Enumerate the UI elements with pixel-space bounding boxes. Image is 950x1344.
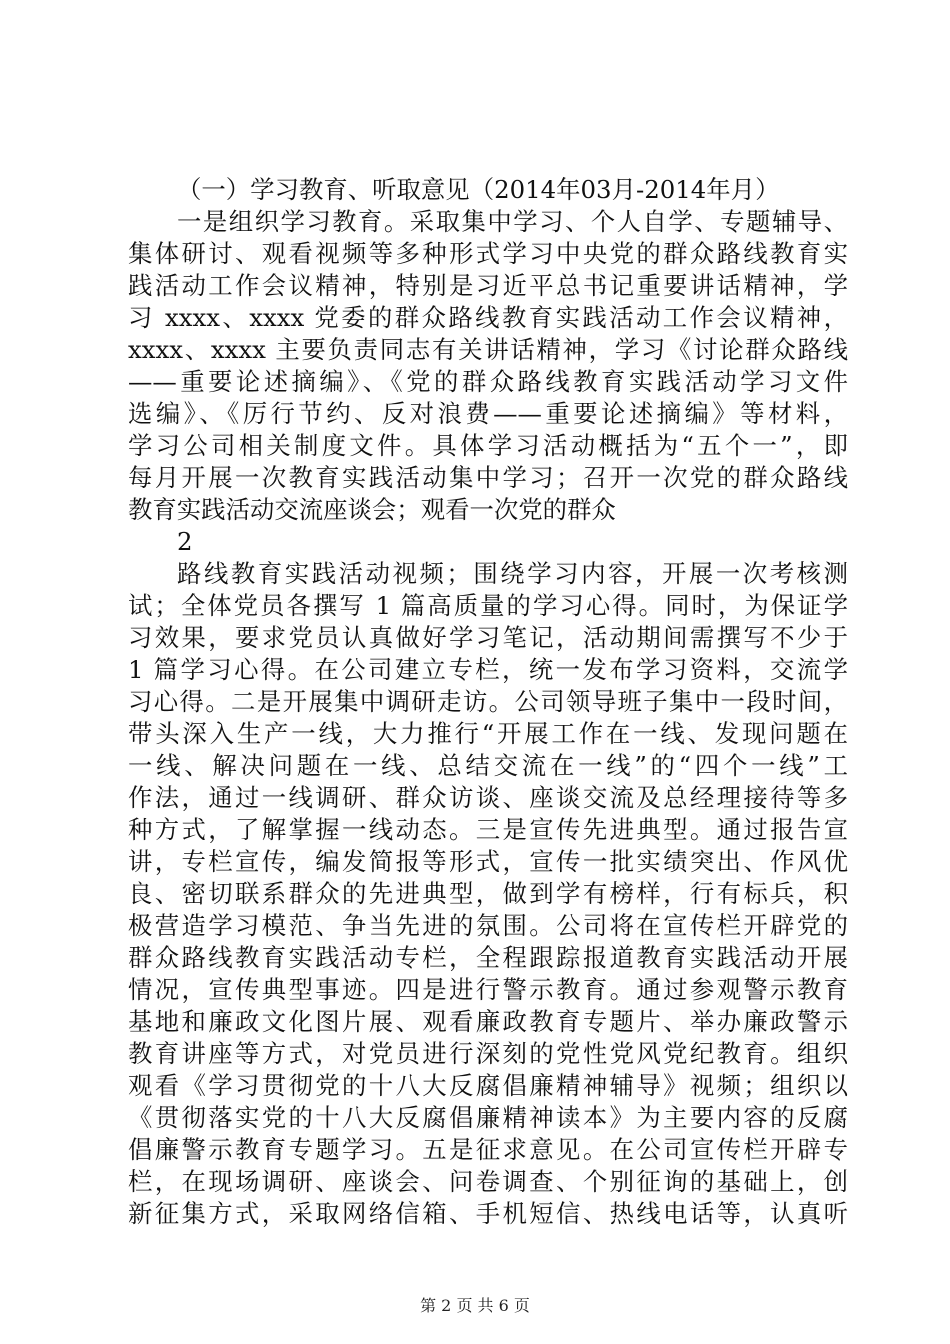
paragraph-line: 观看《学习贯彻党的十八大反腐倡廉精神辅导》视频；组织以 (128, 1071, 848, 1100)
paragraph-line: 《贯彻落实党的十八大反腐倡廉精神读本》为主要内容的反腐 (128, 1103, 848, 1132)
paragraph-line: 教育实践活动交流座谈会；观看一次党的群众 (128, 495, 616, 524)
paragraph-line: 栏，在现场调研、座谈会、问卷调查、个别征询的基础上，创 (128, 1167, 848, 1196)
paragraph-line: 群众路线教育实践活动专栏，全程跟踪报道教育实践活动开展 (128, 943, 848, 972)
section-heading: （一）学习教育、听取意见（2014年03月-2014年月） (177, 175, 780, 204)
paragraph-line: 讲，专栏宣传，编发简报等形式，宣传一批实绩突出、作风优 (128, 847, 848, 876)
paragraph-line: 倡廉警示教育专题学习。五是征求意见。在公司宣传栏开辟专 (128, 1135, 848, 1164)
paragraph-line: 种方式，了解掌握一线动态。三是宣传先进典型。通过报告宣 (128, 815, 848, 844)
paragraph-line: 路线教育实践活动视频；围绕学习内容，开展一次考核测 (177, 559, 848, 588)
paragraph-line: 新征集方式，采取网络信箱、手机短信、热线电话等，认真听 (128, 1199, 848, 1228)
inline-page-number: 2 (177, 527, 193, 556)
paragraph-line: 一是组织学习教育。采取集中学习、个人自学、专题辅导、 (177, 207, 848, 236)
paragraph-line: 带头深入生产一线，大力推行“开展工作在一线、发现问题在 (128, 719, 848, 748)
paragraph-line: 极营造学习模范、争当先进的氛围。公司将在宣传栏开辟党的 (128, 911, 848, 940)
page-footer: 第 2 页 共 6 页 (420, 1296, 530, 1315)
paragraph-line: 习心得。二是开展集中调研走访。公司领导班子集中一段时间， (128, 687, 848, 716)
paragraph-line: 良、密切联系群众的先进典型，做到学有榜样，行有标兵，积 (128, 879, 848, 908)
paragraph-line: 习 xxxx、xxxx 党委的群众路线教育实践活动工作会议精神， (128, 303, 848, 332)
paragraph-line: xxxx、xxxx 主要负责同志有关讲话精神，学习《讨论群众路线 (128, 335, 848, 364)
paragraph-line: 作法，通过一线调研、群众访谈、座谈交流及总经理接待等多 (128, 783, 848, 812)
paragraph-line: 情况，宣传典型事迹。四是进行警示教育。通过参观警示教育 (128, 975, 848, 1004)
paragraph-line: ——重要论述摘编》、《党的群众路线教育实践活动学习文件 (128, 367, 848, 396)
paragraph-line: 践活动工作会议精神，特别是习近平总书记重要讲话精神，学 (128, 271, 848, 300)
paragraph-line: 集体研讨、观看视频等多种形式学习中央党的群众路线教育实 (128, 239, 848, 268)
paragraph-line: 基地和廉政文化图片展、观看廉政教育专题片、举办廉政警示 (128, 1007, 848, 1036)
paragraph-line: 教育讲座等方式，对党员进行深刻的党性党风党纪教育。组织 (128, 1039, 848, 1068)
paragraph-line: 1 篇学习心得。在公司建立专栏，统一发布学习资料，交流学 (128, 655, 848, 684)
paragraph-line: 每月开展一次教育实践活动集中学习；召开一次党的群众路线 (128, 463, 848, 492)
paragraph-line: 试；全体党员各撰写 1 篇高质量的学习心得。同时，为保证学 (128, 591, 848, 620)
paragraph-line: 选编》、《厉行节约、反对浪费——重要论述摘编》等材料， (128, 399, 848, 428)
paragraph-line: 一线、解决问题在一线、总结交流在一线”的“四个一线”工 (128, 751, 848, 780)
paragraph-line: 习效果，要求党员认真做好学习笔记，活动期间需撰写不少于 (128, 623, 848, 652)
paragraph-line: 学习公司相关制度文件。具体学习活动概括为“五个一”，即 (128, 431, 848, 460)
